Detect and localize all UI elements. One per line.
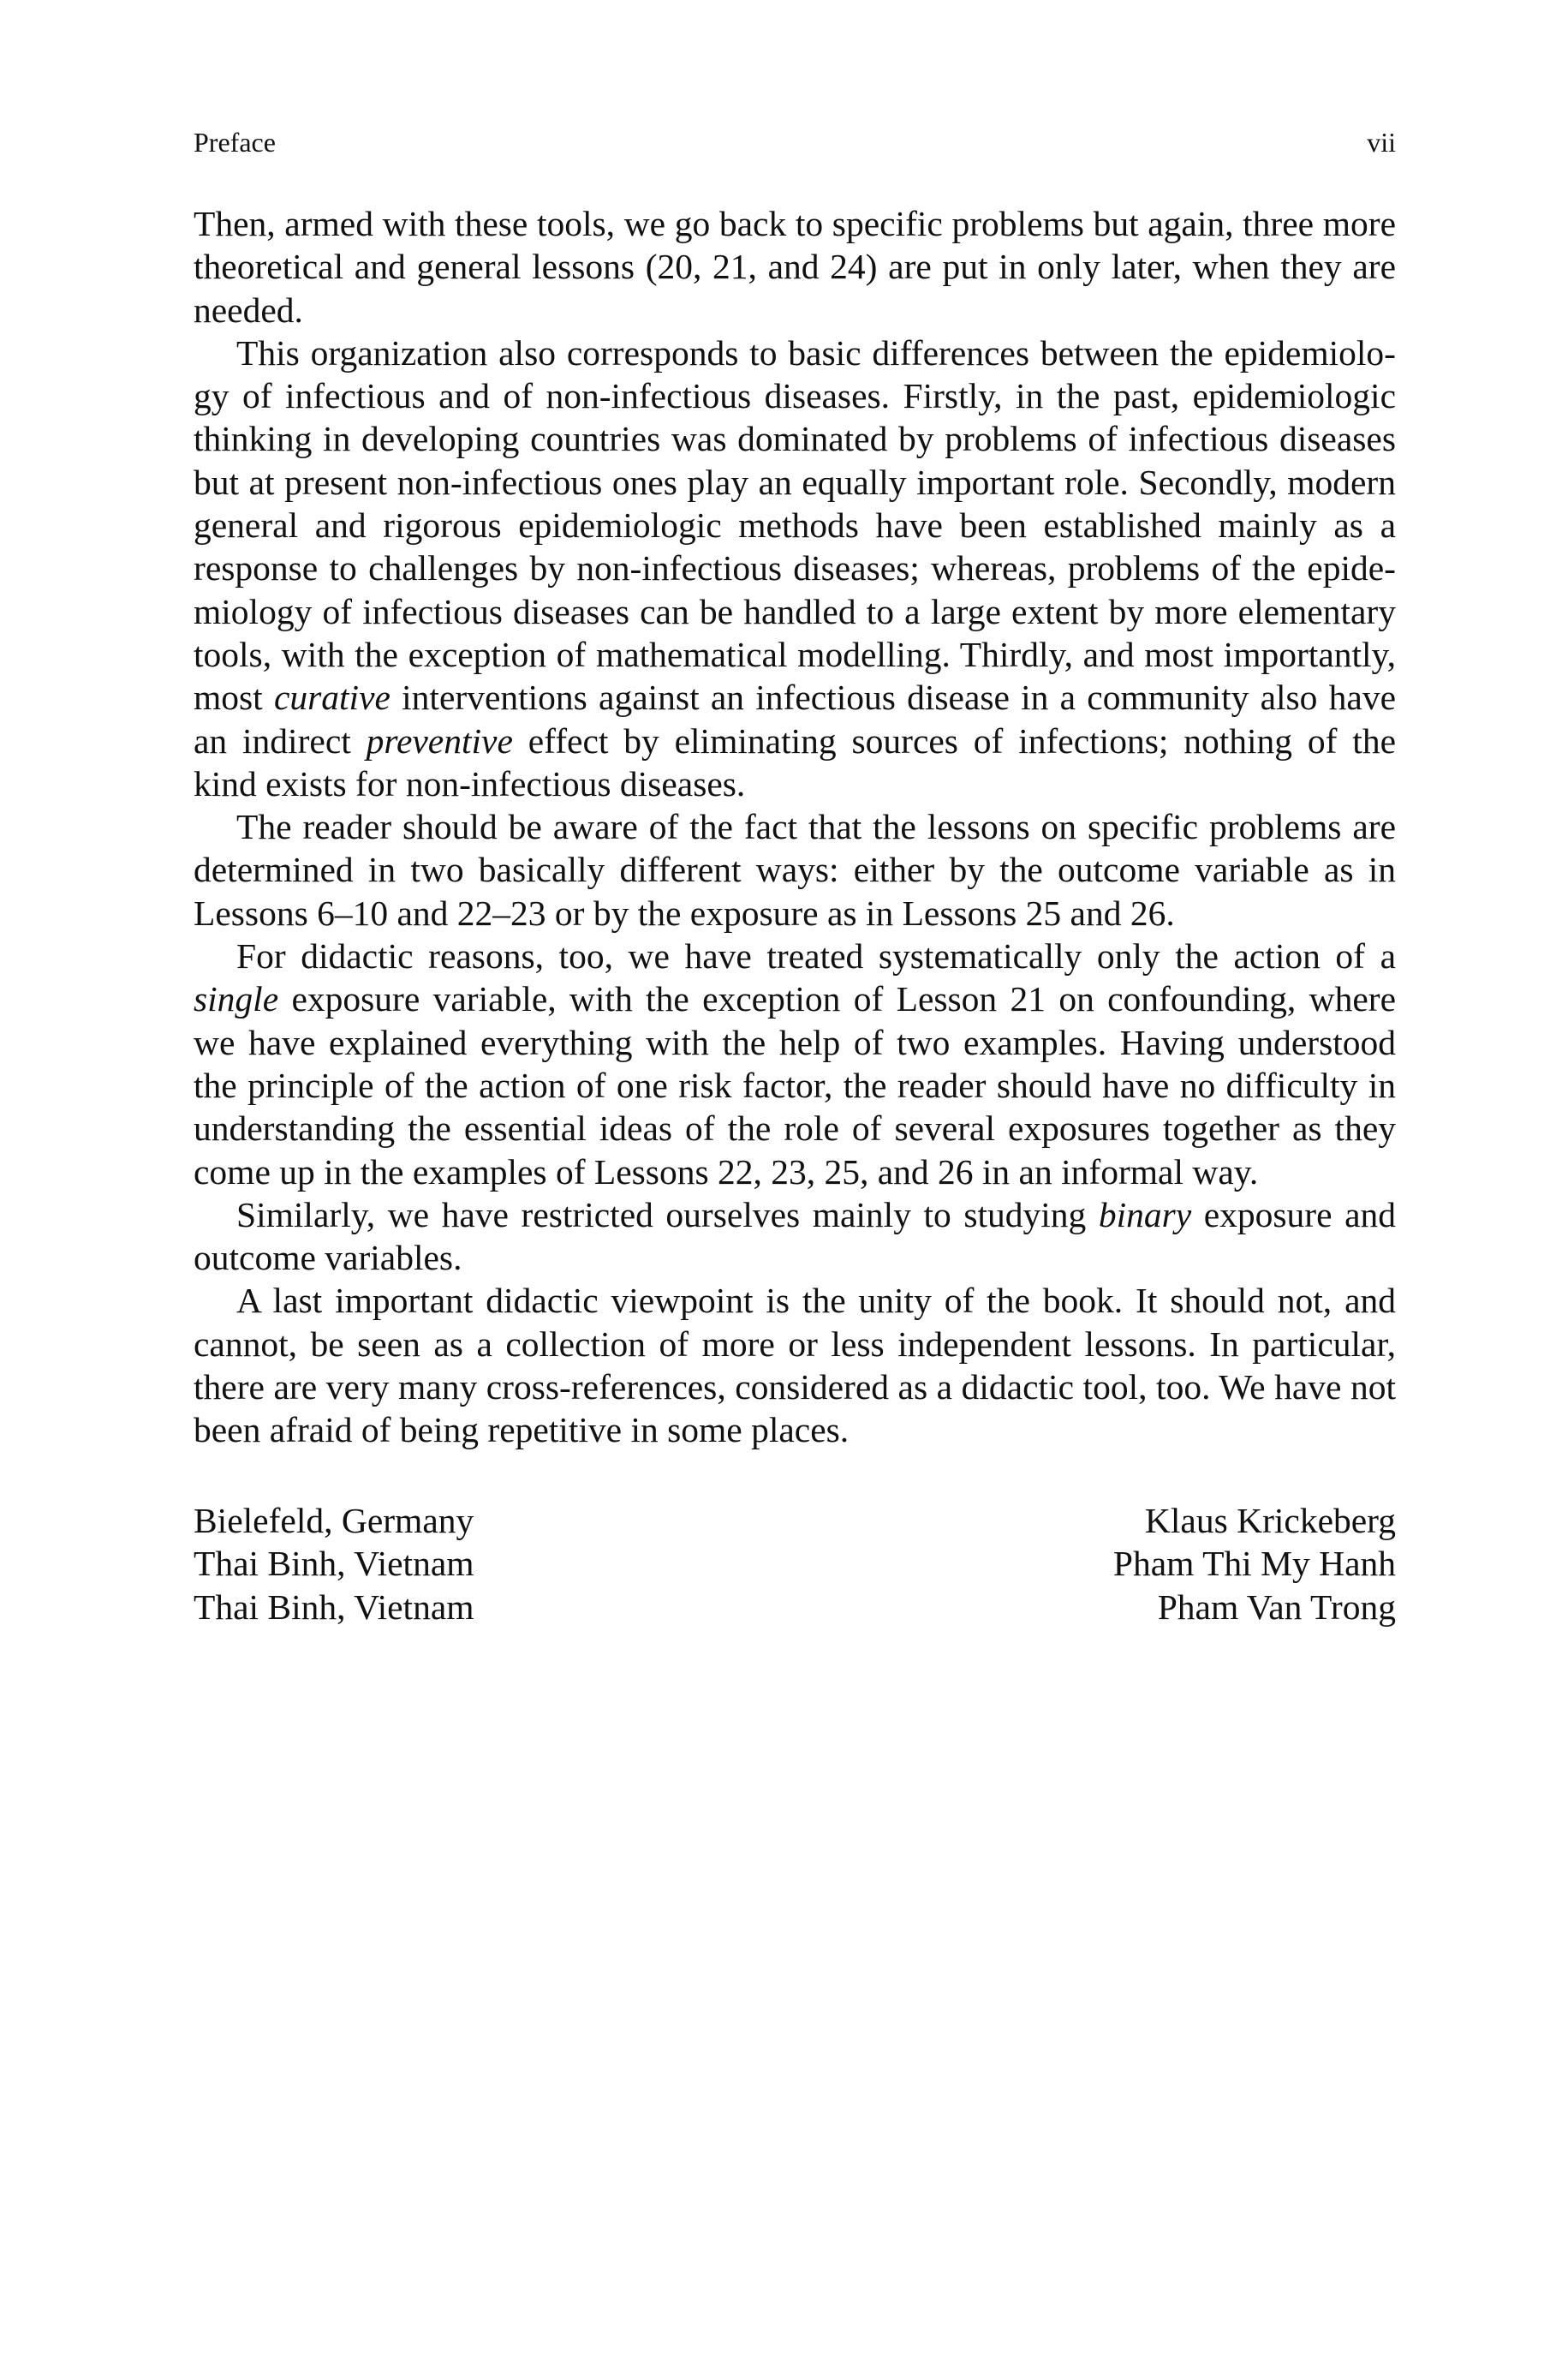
paragraph bbox=[194, 332, 1396, 805]
text-segment: effect by eliminating sources of infections; nothing of the kind exists for non-infectious diseases. bbox=[194, 720, 1396, 804]
signature-author: Pham Thi My Hanh bbox=[1112, 1544, 1396, 1584]
signature-place: Bielefeld, Germany bbox=[194, 1501, 474, 1540]
signature-places bbox=[194, 1499, 474, 1628]
text-segment: For didactic reasons, too, we have treated systematically only the action of a bbox=[236, 936, 1396, 977]
emphasized-text: single bbox=[194, 979, 279, 1019]
text-segment: A last important didactic viewpoint is the unity of the book. It should not, and cannot, be seen as a collection of more or less independent lessons. In particular, there are very many cross-references, considered as a didactic tool, too. We have not been afraid of being repetitive in some places. bbox=[194, 1281, 1396, 1450]
signature-authors bbox=[1113, 1499, 1396, 1628]
signature-author: Pham Van Trong bbox=[1157, 1586, 1396, 1627]
signature-author: Klaus Krickeberg bbox=[1144, 1501, 1396, 1540]
signature-place: Thai Binh, Vietnam bbox=[194, 1586, 474, 1627]
paragraph bbox=[194, 805, 1396, 935]
text-segment: Then, armed with these tools, we go back to specific problems but again, three more theoretical and general lessons (20, 21, and 24) are put in only later, when they are needed. bbox=[194, 204, 1396, 330]
emphasized-text: curative bbox=[273, 678, 391, 718]
text-segment: exposure and outcome variables. bbox=[194, 1194, 1396, 1278]
text-segment: Similarly, we have restricted ourselves mainly to studying bbox=[236, 1194, 1099, 1234]
text-segment: interventions against an infectious disease in a community also have an indirect bbox=[194, 678, 1396, 761]
paragraph bbox=[194, 202, 1396, 332]
text-segment: This organization also corresponds to basic differences between the epidemiology of infectious and of non-infectious diseases. Firstly, in the past, epidemiologic thinking in developing countries was dominated by problems of infectious diseases but at present non-infectious ones play an equally important role. Secondly, modern general and rigorous epidemiologic methods have been established mainly as a response to challenges by non-infectious diseases; whereas, problems of the epidemiology of infectious diseases can be handled to a large extent by more elementary tools, with the exception of mathematical modelling. Thirdly, and most importantly, most bbox=[194, 332, 1396, 718]
running-head bbox=[194, 125, 1396, 159]
paragraph bbox=[194, 1279, 1396, 1451]
signature-place: Thai Binh, Vietnam bbox=[194, 1544, 474, 1584]
preface-body bbox=[194, 202, 1396, 1452]
signature-block bbox=[194, 1499, 1396, 1628]
text-segment: The reader should be aware of the fact that the lessons on specific problems are determined in two basically different ways: either by the outcome variable as in Lessons 6–10 and 22–23 or by the exposure as in Lessons 25 and 26. bbox=[194, 807, 1396, 933]
paragraph bbox=[194, 935, 1396, 1193]
running-head-section: Preface bbox=[194, 127, 276, 158]
text-segment: exposure variable, with the exception of Lesson 21 on confounding, where we have explained everything with the help of two examples. Having understood the principle of the action of one risk factor, the reader should have no difficulty in understanding the essential ideas of the role of several exposures together as they come up in the examples of Lessons 22, 23, 25, and 26 in an informal way. bbox=[194, 979, 1396, 1192]
paragraph bbox=[194, 1193, 1396, 1280]
emphasized-text: binary bbox=[1098, 1194, 1192, 1234]
page-number: vii bbox=[1367, 127, 1396, 158]
emphasized-text: preventive bbox=[366, 720, 513, 761]
